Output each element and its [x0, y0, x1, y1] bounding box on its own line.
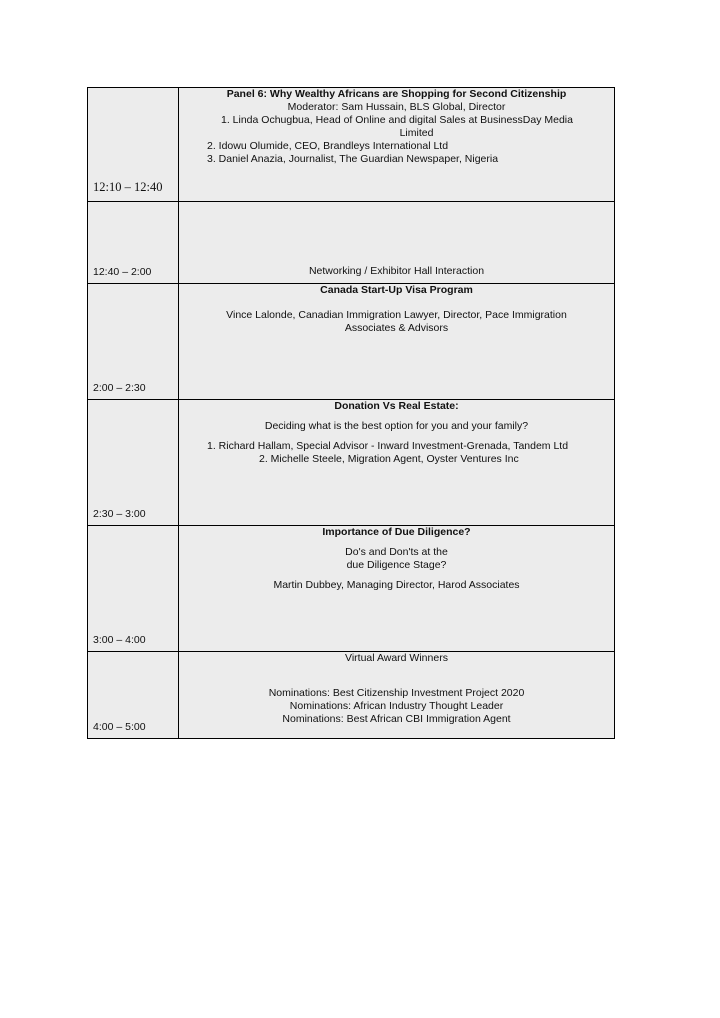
session-title: Donation Vs Real Estate: — [334, 400, 459, 412]
time-cell — [88, 526, 179, 652]
nomination-line: Nominations: Best Citizenship Investment Project 2020 — [268, 687, 525, 699]
speaker-line: 2. Idowu Olumide, CEO, Brandleys International Ltd — [207, 140, 449, 152]
speaker-line: Vince Lalonde, Canadian Immigration Lawyer, Director, Pace Immigration — [226, 309, 567, 321]
session-subtitle: due Diligence Stage? — [346, 559, 447, 571]
session-cell — [179, 652, 615, 739]
moderator-line: Moderator: Sam Hussain, BLS Global, Director — [287, 101, 506, 113]
time-label: 2:30 – 3:00 — [93, 508, 146, 520]
speaker-line-continued: Limited — [399, 127, 434, 139]
session-title: Panel 6: Why Wealthy Africans are Shopping for Second Citizenship — [226, 88, 567, 100]
time-cell — [88, 400, 179, 526]
time-label: 12:40 – 2:00 — [93, 266, 152, 278]
speaker-line-continued: Associates & Advisors — [344, 322, 449, 334]
nomination-line: Nominations: Best African CBI Immigration Agent — [282, 713, 511, 725]
session-title: Importance of Due Diligence? — [322, 526, 471, 538]
time-cell — [88, 284, 179, 400]
speaker-line: 1. Linda Ochugbua, Head of Online and digital Sales at BusinessDay Media — [221, 114, 573, 126]
time-label: 12:10 – 12:40 — [93, 180, 163, 194]
agenda-row — [88, 202, 615, 284]
speaker-line: 2. Michelle Steele, Migration Agent, Oyster Ventures Inc — [259, 453, 519, 465]
session-subtitle: Do's and Don'ts at the — [345, 546, 448, 558]
time-cell — [88, 652, 179, 739]
speaker-line: 3. Daniel Anazia, Journalist, The Guardian Newspaper, Nigeria — [207, 153, 499, 165]
session-subtitle: Deciding what is the best option for you and your family? — [264, 420, 529, 432]
session-cell — [179, 88, 615, 202]
speaker-line: Martin Dubbey, Managing Director, Harod Associates — [273, 579, 520, 591]
time-label: 2:00 – 2:30 — [93, 382, 146, 394]
time-label: 4:00 – 5:00 — [93, 721, 146, 733]
agenda-row — [88, 652, 615, 739]
agenda-row — [88, 284, 615, 400]
session-title: Canada Start-Up Visa Program — [320, 284, 473, 296]
session-heading: Virtual Award Winners — [345, 652, 448, 664]
session-cell — [179, 400, 615, 526]
session-text: Networking / Exhibitor Hall Interaction — [308, 265, 485, 277]
session-cell — [179, 526, 615, 652]
time-cell — [88, 88, 179, 202]
agenda-table — [87, 87, 615, 739]
agenda-row — [88, 88, 615, 202]
speaker-line: 1. Richard Hallam, Special Advisor - Inward Investment-Grenada, Tandem Ltd — [207, 440, 569, 452]
time-cell — [88, 202, 179, 284]
agenda-row — [88, 526, 615, 652]
session-cell — [179, 202, 615, 284]
session-cell — [179, 284, 615, 400]
agenda-row — [88, 400, 615, 526]
time-label: 3:00 – 4:00 — [93, 634, 146, 646]
nomination-line: Nominations: African Industry Thought Leader — [289, 700, 504, 712]
